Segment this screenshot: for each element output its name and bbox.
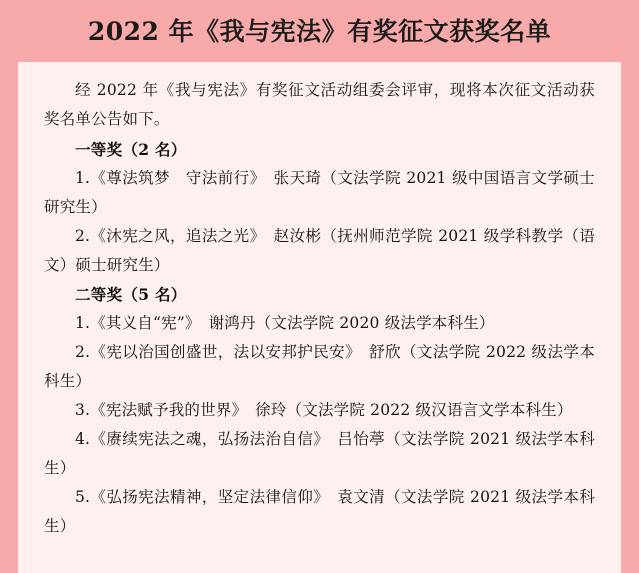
page-title: 2022 年《我与宪法》有奖征文获奖名单 [87, 17, 552, 46]
award-entry: 2.《宪以治国创盛世，法以安邦护民安》 舒欣（文法学院 2022 级法学本科生） [44, 343, 595, 390]
document-sheet [18, 62, 621, 573]
intro-paragraph: 经 2022 年《我与宪法》有奖征文活动组委会评审，现将本次征文活动获奖名单公告如下。 [44, 81, 595, 128]
award-entry: 1.《其义自“宪”》 谢鸿丹（文法学院 2020 级法学本科生） [75, 314, 495, 332]
section-heading-second-prize: 二等奖（5 名） [75, 285, 187, 304]
award-entry: 3.《宪法赋予我的世界》 徐玲（文法学院 2022 级汉语言文学本科生） [75, 401, 573, 419]
award-entry: 5.《弘扬宪法精神，坚定法律信仰》 袁文清（文法学院 2021 级法学本科生） [44, 488, 595, 535]
award-entry: 2.《沐宪之风，追法之光》 赵汝彬（抚州师范学院 2021 级学科教学（语文）硕士研究生） [44, 227, 595, 274]
award-entry: 4.《赓续宪法之魂，弘扬法治自信》 吕怡葶（文法学院 2021 级法学本科生） [44, 430, 595, 477]
section-heading-first-prize: 一等奖（2 名） [75, 140, 187, 159]
award-entry: 1.《尊法筑梦 守法前行》 张天琦（文法学院 2021 级中国语言文学硕士研究生） [44, 169, 595, 216]
